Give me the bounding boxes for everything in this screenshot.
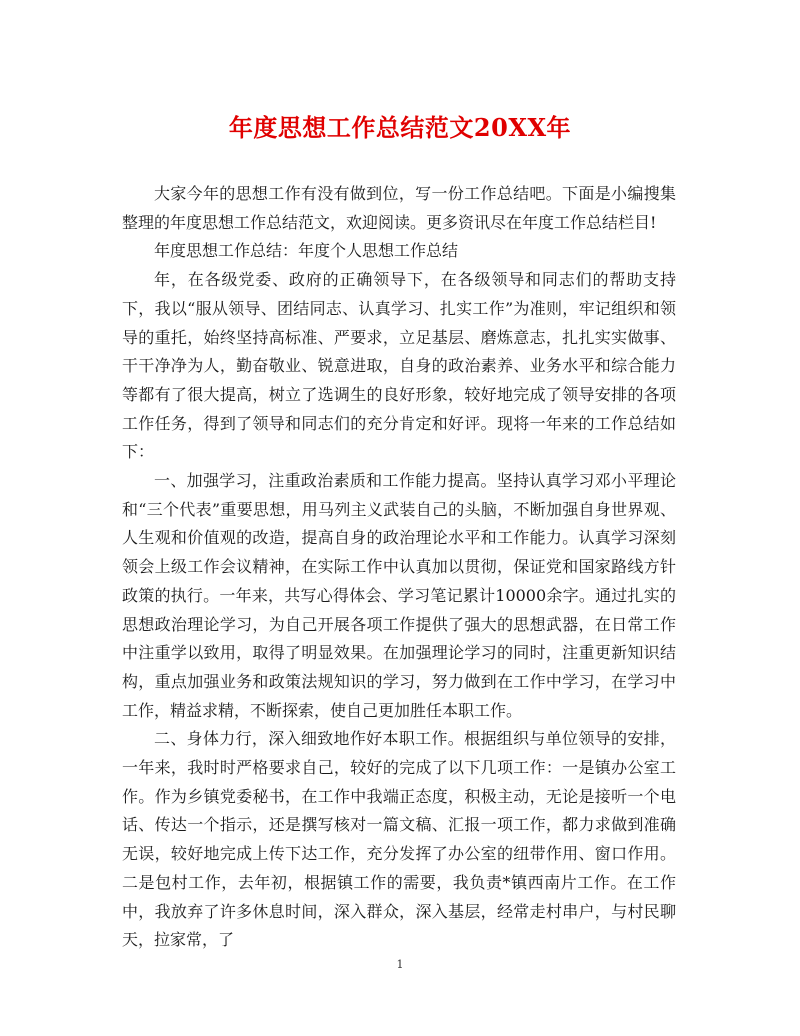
document-body bbox=[122, 180, 676, 955]
document-title: 年度思想工作总结范文20XX年 bbox=[228, 113, 572, 142]
page-number: 1 bbox=[396, 958, 404, 971]
paragraph-section-two: 二、身体力行，深入细致地作好本职工作。根据组织与单位领导的安排，一年来，我时时严格要求自己，较好的完成了以下几项工作：一是镇办公室工作。作为乡镇党委秘书，在工作中我端正态度，积极主动，无论是接听一个电话、传达一个指示，还是撰写核对一篇文稿、汇报一项工作，都力求做到准确无误，较好地完成上传下达工作，充分发挥了办公室的纽带作用、窗口作用。二是包村工作，去年初，根据镇工作的需要，我负责*镇西南片工作。在工作中，我放弃了许多休息时间，深入群众，深入基层，经常走村串户，与村民聊天，拉家常，了 bbox=[122, 729, 676, 950]
paragraph-subtitle: 年度思想工作总结：年度个人思想工作总结 bbox=[154, 241, 459, 261]
paragraph-overview: 年，在各级党委、政府的正确领导下，在各级领导和同志们的帮助支持下，我以“服从领导、团结同志、认真学习、扎实工作”为准则，牢记组织和领导的重托，始终坚持高标准、严要求，立足基层、磨炼意志，扎扎实实做事、干干净净为人，勤奋敬业、锐意进取，自身的政治素养、业务水平和综合能力等都有了很大提高，树立了选调生的良好形象，较好地完成了领导安排的各项工作任务，得到了领导和同志们的充分肯定和好评。现将一年来的工作总结如下： bbox=[122, 270, 676, 462]
paragraph-intro: 大家今年的思想工作有没有做到位，写一份工作总结吧。下面是小编搜集整理的年度思想工作总结范文，欢迎阅读。更多资讯尽在年度工作总结栏目! bbox=[122, 184, 676, 232]
paragraph-section-one: 一、加强学习，注重政治素质和工作能力提高。坚持认真学习邓小平理论和“三个代表”重要思想，用马列主义武装自己的头脑，不断加强自身世界观、人生观和价值观的改造，提高自身的政治理论水平和工作能力。认真学习深刻领会上级工作会议精神，在实际工作中认真加以贯彻，保证党和国家路线方针政策的执行。一年来，共写心得体会、学习笔记累计10000余字。通过扎实的思想政治理论学习，为自己开展各项工作提供了强大的思想武器，在日常工作中注重学以致用，取得了明显效果。在加强理论学习的同时，注重更新知识结构，重点加强业务和政策法规知识的学习，努力做到在工作中学习，在学习中工作，精益求精，不断探索，使自己更加胜任本职工作。 bbox=[122, 471, 676, 720]
